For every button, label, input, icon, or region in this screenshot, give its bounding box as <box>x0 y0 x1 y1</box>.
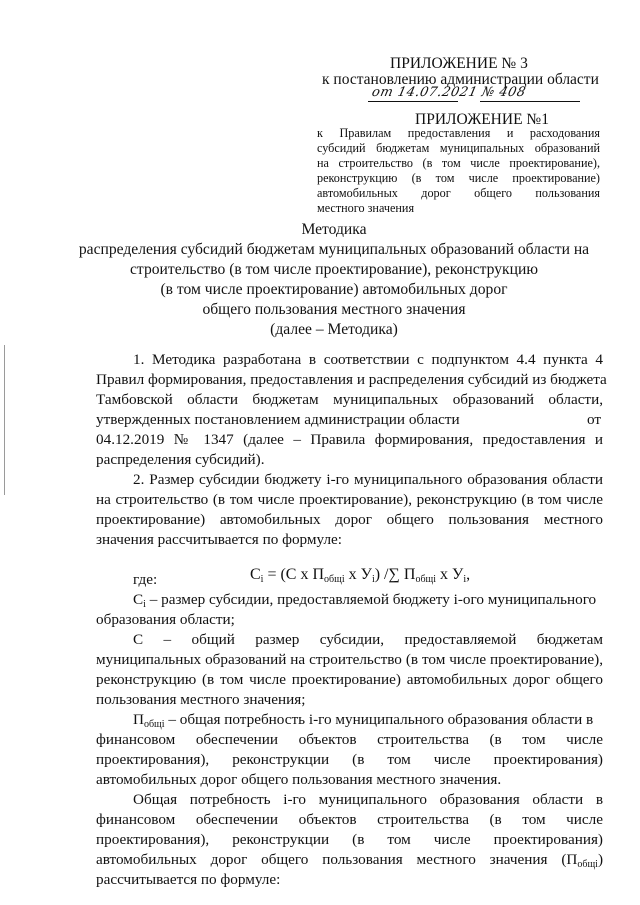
paragraph-2-line: значения рассчитывается по формуле: <box>96 531 342 548</box>
p-definition: $П_{общi}$ – общая потребность i-го муниципального образования области в <box>133 711 594 730</box>
title-line: (далее – Методика) <box>270 321 398 338</box>
title-line: общего пользования местного значения <box>202 301 466 318</box>
where-label-visible: где: <box>133 571 158 588</box>
appendix-1-heading: ПРИЛОЖЕНИЕ №1 <box>415 111 549 128</box>
handwritten-date-number: от 14.07.2021 № 408 <box>370 85 528 100</box>
appendix-heading: ПРИЛОЖЕНИЕ № 3 <box>390 55 528 72</box>
title-line: строительство (в том числе проектирование), реконструкцию <box>130 261 538 278</box>
title-line: распределения субсидий бюджетам муниципальных образований области на <box>78 241 590 258</box>
c-definition-line: С – общий размер субсидии, предоставляемой бюджетам <box>133 631 603 648</box>
p-definition-line: финансовом обеспечении объектов строительства (в том числе <box>96 731 603 748</box>
paragraph-3-line: рассчитывается по формуле: <box>96 871 281 888</box>
paragraph-2-line: проектирование) автомобильных дорог общего пользования местного <box>96 511 603 528</box>
formula: $С_i = (С$ х $П_{общi}$ х $У_i$) /∑ $П_{общi}$ х $У_i$, <box>250 566 471 585</box>
paragraph-1-word: от <box>587 411 602 428</box>
ci-definition-line: образования области; <box>96 611 235 628</box>
c-definition-line: реконструкцию (в том числе проектирование) автомобильных дорог общего <box>96 671 603 688</box>
margin-mark <box>4 345 5 495</box>
resolution-reference: к постановлению администрации области <box>322 71 599 88</box>
date-underline <box>368 101 458 102</box>
rules-line: реконструкцию (в том числе проектирование) <box>317 171 600 185</box>
rules-line: автомобильных дорог общего пользования <box>317 186 600 200</box>
paragraph-2-line: на строительство (в том числе проектирование), реконструкцию (в том числе <box>96 491 603 508</box>
p-definition-line: проектирования), реконструкции (в том числе проектирования) <box>96 751 603 768</box>
ci-definition: $С_i$ – размер субсидии, предоставляемой бюджету i-ого муниципального <box>133 591 597 610</box>
paragraph-1-line: утвержденных постановлением администрации области <box>96 411 460 428</box>
rules-line: к Правилам предоставления и расходования <box>317 126 600 140</box>
c-definition-line: пользования местного значения; <box>96 691 306 708</box>
title-line: (в том числе проектирование) автомобильных дорог <box>160 281 508 298</box>
paragraph-1-line: распределения субсидий). <box>96 451 265 468</box>
document-title: Методика <box>301 221 367 238</box>
paragraph-3-line: финансовом обеспечении объектов строительства (в том числе <box>96 811 603 828</box>
paragraph-3-line: проектирования), реконструкции (в том числе проектирования) <box>96 831 603 848</box>
paragraph-1-line: Правил формирования, предоставления и распределения субсидий из бюджета <box>96 371 607 388</box>
paragraph-2-line: 2. Размер субсидии бюджету i-го муниципального образования области <box>133 471 603 488</box>
p-definition-line: автомобильных дорог общего пользования местного значения. <box>96 771 502 788</box>
paragraph-1-line: 04.12.2019 № 1347 (далее – Правила формирования, предоставления и <box>96 431 603 448</box>
c-definition-line: муниципальных образований на строительство (в том числе проектирование), <box>96 651 603 668</box>
paragraph-3-line: Общая потребность i-го муниципального образования области в <box>133 791 603 808</box>
rules-line: местного значения <box>317 201 415 215</box>
rules-line: субсидий бюджетам муниципальных образований <box>317 141 600 155</box>
paragraph-1-line: 1. Методика разработана в соответствии с подпунктом 4.4 пункта 4 <box>133 351 603 368</box>
number-underline <box>480 101 580 102</box>
p3-line-sub: $_{общi}$) <box>577 851 603 870</box>
rules-line: на строительство (в том числе проектирование), <box>317 156 600 170</box>
p3-line-text: автомобильных дорог общего пользования местного значения (П <box>96 851 578 868</box>
paragraph-1-line: Тамбовской области бюджетам муниципальных образований области, <box>96 391 603 408</box>
